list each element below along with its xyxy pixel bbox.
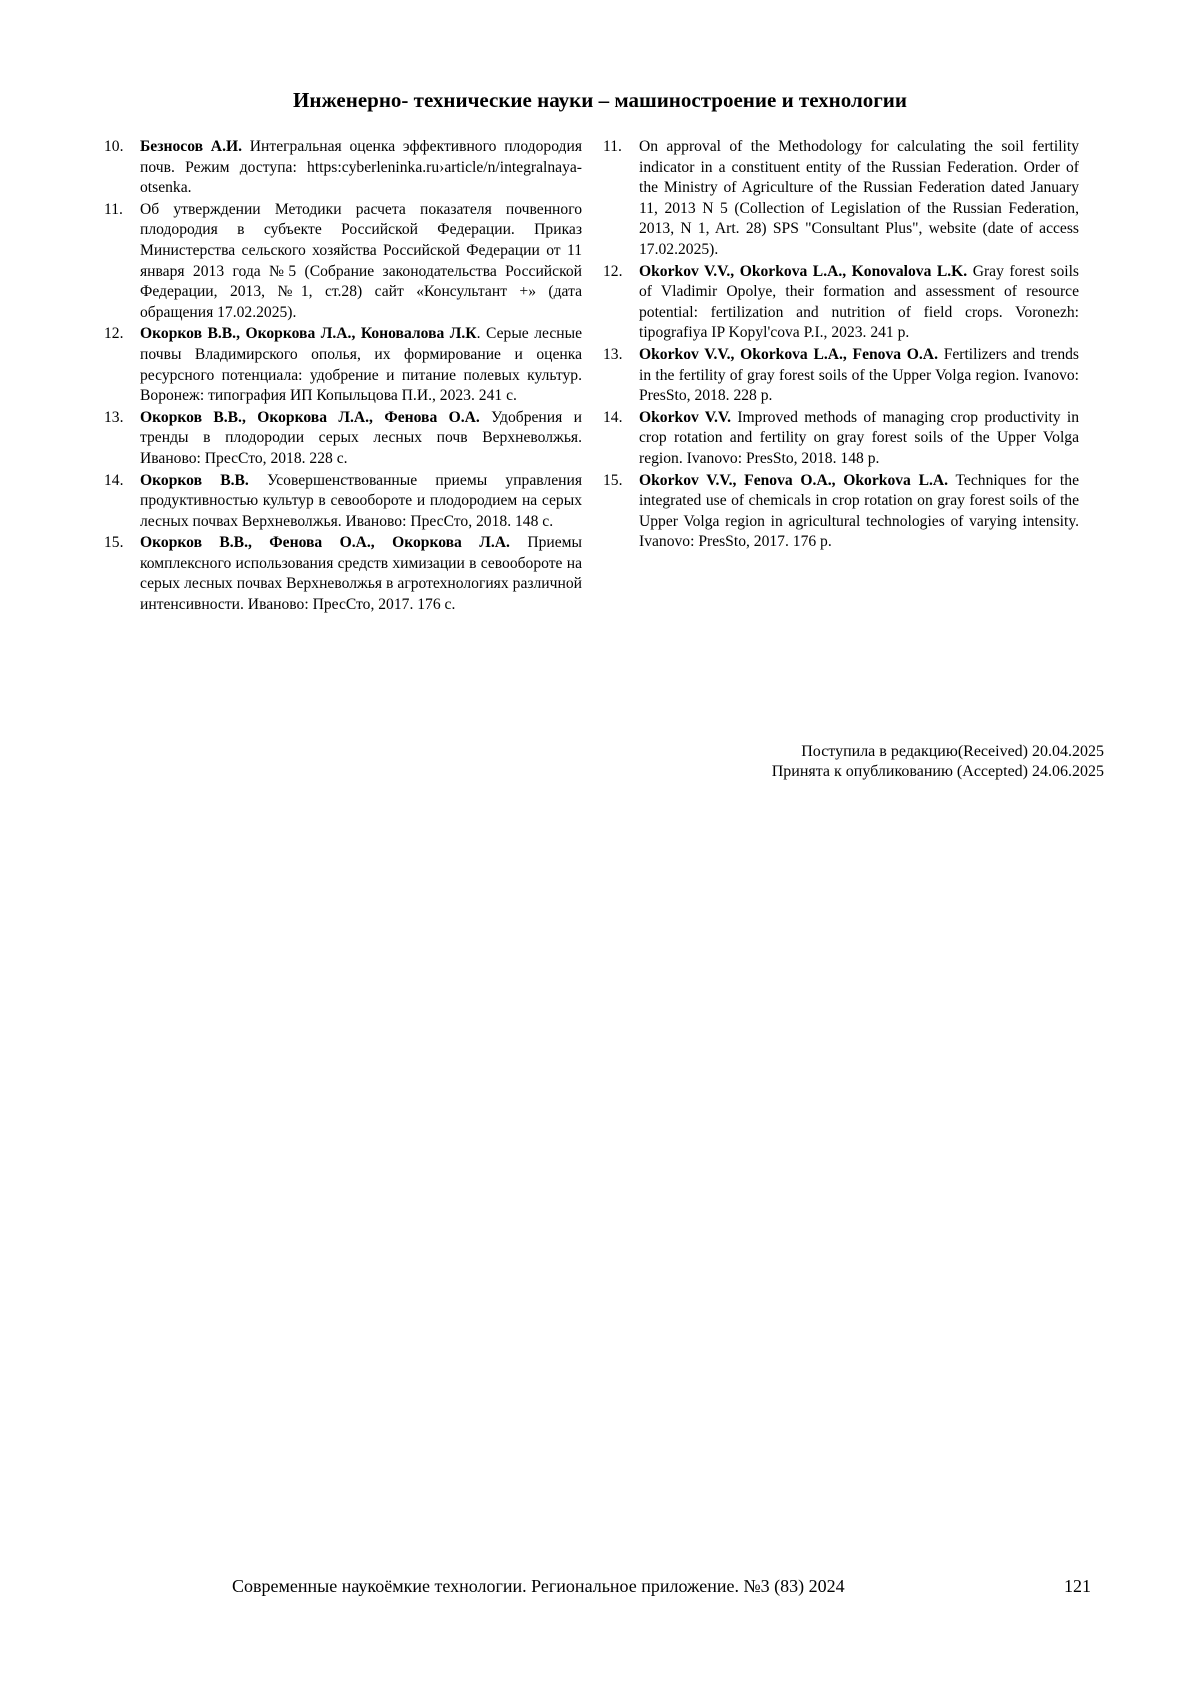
reference-item — [104, 471, 582, 533]
reference-number: 11. — [104, 200, 123, 218]
reference-authors: Okorkov V.V., Fenova O.A., Okorkova L.A. — [639, 471, 949, 489]
reference-number: 13. — [104, 408, 124, 426]
reference-number: 10. — [104, 138, 124, 155]
reference-item — [603, 262, 1079, 344]
reference-text: Techniques for the integrated use of chemicals in crop rotation on gray forest soils of the Upper Volga region in agricultural technologies of varying intensity. Ivanovo: PresSto, 2017. 176 p. — [639, 471, 1079, 551]
reference-text: Интегральная оценка эффективного плодородия почв. Режим доступа: https:cyberleninka.ru›article/n/integralnaya-otsenka. — [140, 138, 582, 197]
reference-text: Удобрения и тренды в плодородии серых лесных почв Верхневолжья. Иваново: ПресСто, 2018. 228 с. — [140, 408, 582, 467]
reference-text: Gray forest soils of Vladimir Opolye, their formation and assessment of resource potential: fertilization and nutrition of field crops. Voronezh: tipografiya IP Kopyl'cova P.I., 2023. 241 p. — [639, 262, 1079, 342]
reference-authors: Окорков В.В., Фенова О.А., Окоркова Л.А. — [140, 534, 510, 552]
reference-authors: Okorkov V.V., Okorkova L.A., Konovalova L.K. — [639, 262, 968, 280]
reference-item — [603, 408, 1079, 470]
running-header: Инженерно- технические науки – машиностроение и технологии — [293, 88, 907, 112]
reference-text: Improved methods of managing crop productivity in crop rotation and fertility on gray forest soils of the Upper Volga region. Ivanovo: PresSto, 2018. 148 p. — [639, 408, 1079, 467]
reference-text: On approval of the Methodology for calculating the soil fertility indicator in a constituent entity of the Russian Federation. Order of the Ministry of Agriculture of the Russian Federation dated January 11, 2013 N 5 (Collection of Legislation of the Russian Federation, 2013, N 1, Art. 28) SPS "Consultant Plus", website (date of access 17.02.2025). — [639, 138, 1079, 258]
reference-number: 15. — [104, 534, 124, 552]
reference-number: 12. — [603, 262, 623, 280]
reference-text: Усовершенствованные приемы управления продуктивностью культур в севообороте и плодородием на серых лесных почвах Верхневолжья. Иваново: ПресСто, 2018. 148 с. — [140, 471, 582, 530]
reference-item — [104, 137, 582, 199]
received-line: Поступила в редакцию(Received) 20.04.2025 — [801, 743, 1104, 760]
reference-text: Приемы комплексного использования средств химизации в севообороте на серых лесных почвах Верхневолжья в агротехнологиях различной интенсивности. Иваново: ПресСто, 2017. 176 с. — [140, 534, 582, 614]
reference-text: . Серые лесные почвы Владимирского ополья, их формирование и оценка ресурсного потенциала: удобрение и питание полевых культур. Воронеж: типография ИП Копыльцова П.И., 2023. 241 с. — [140, 325, 582, 405]
reference-item — [104, 408, 582, 470]
reference-authors: Окорков В.В. — [140, 471, 249, 489]
reference-authors: Окорков В.В., Окоркова Л.А., Коновалова Л.К — [140, 325, 477, 343]
page-number: 121 — [1064, 1576, 1091, 1596]
references-ru — [104, 137, 582, 617]
reference-authors: Okorkov V.V., Okorkova L.A., Fenova O.A. — [639, 345, 938, 363]
reference-item — [104, 533, 582, 615]
reference-authors: Окорков В.В., Окоркова Л.А., Фенова О.А. — [140, 408, 480, 426]
received-dates — [772, 742, 1104, 782]
reference-text: Fertilizers and trends in the fertility of gray forest soils of the Upper Volga region. Ivanovo: PresSto, 2018. 228 p. — [639, 345, 1079, 405]
reference-item — [603, 137, 1079, 261]
reference-item — [104, 324, 582, 406]
reference-number: 11. — [603, 138, 622, 155]
reference-authors: Okorkov V.V. — [639, 408, 732, 426]
reference-number: 12. — [104, 325, 124, 343]
reference-item — [104, 200, 582, 324]
reference-text: Об утверждении Методики расчета показателя почвенного плодородия в субъекте Российской Федерации. Приказ Министерства сельского хозяйства Российской Федерации от 11 января 2013 года №5 (Собрание законодательства Российской Федерации, 2013, №1, ст.28) сайт «Консультант +» (дата обращения 17.02.2025). — [140, 200, 582, 321]
accepted-line: Принята к опубликованию (Accepted) 24.06.2025 — [771, 763, 1104, 780]
journal-title: Современные наукоёмкие технологии. Региональное приложение. №3 (83) 2024 — [232, 1576, 845, 1596]
reference-number: 15. — [603, 471, 623, 489]
references-en — [603, 137, 1079, 554]
reference-number: 13. — [603, 345, 623, 363]
reference-number: 14. — [603, 408, 623, 426]
reference-item — [603, 471, 1079, 553]
reference-number: 14. — [104, 471, 124, 489]
reference-authors: Безносов А.И. — [140, 138, 242, 155]
reference-item — [603, 345, 1079, 407]
